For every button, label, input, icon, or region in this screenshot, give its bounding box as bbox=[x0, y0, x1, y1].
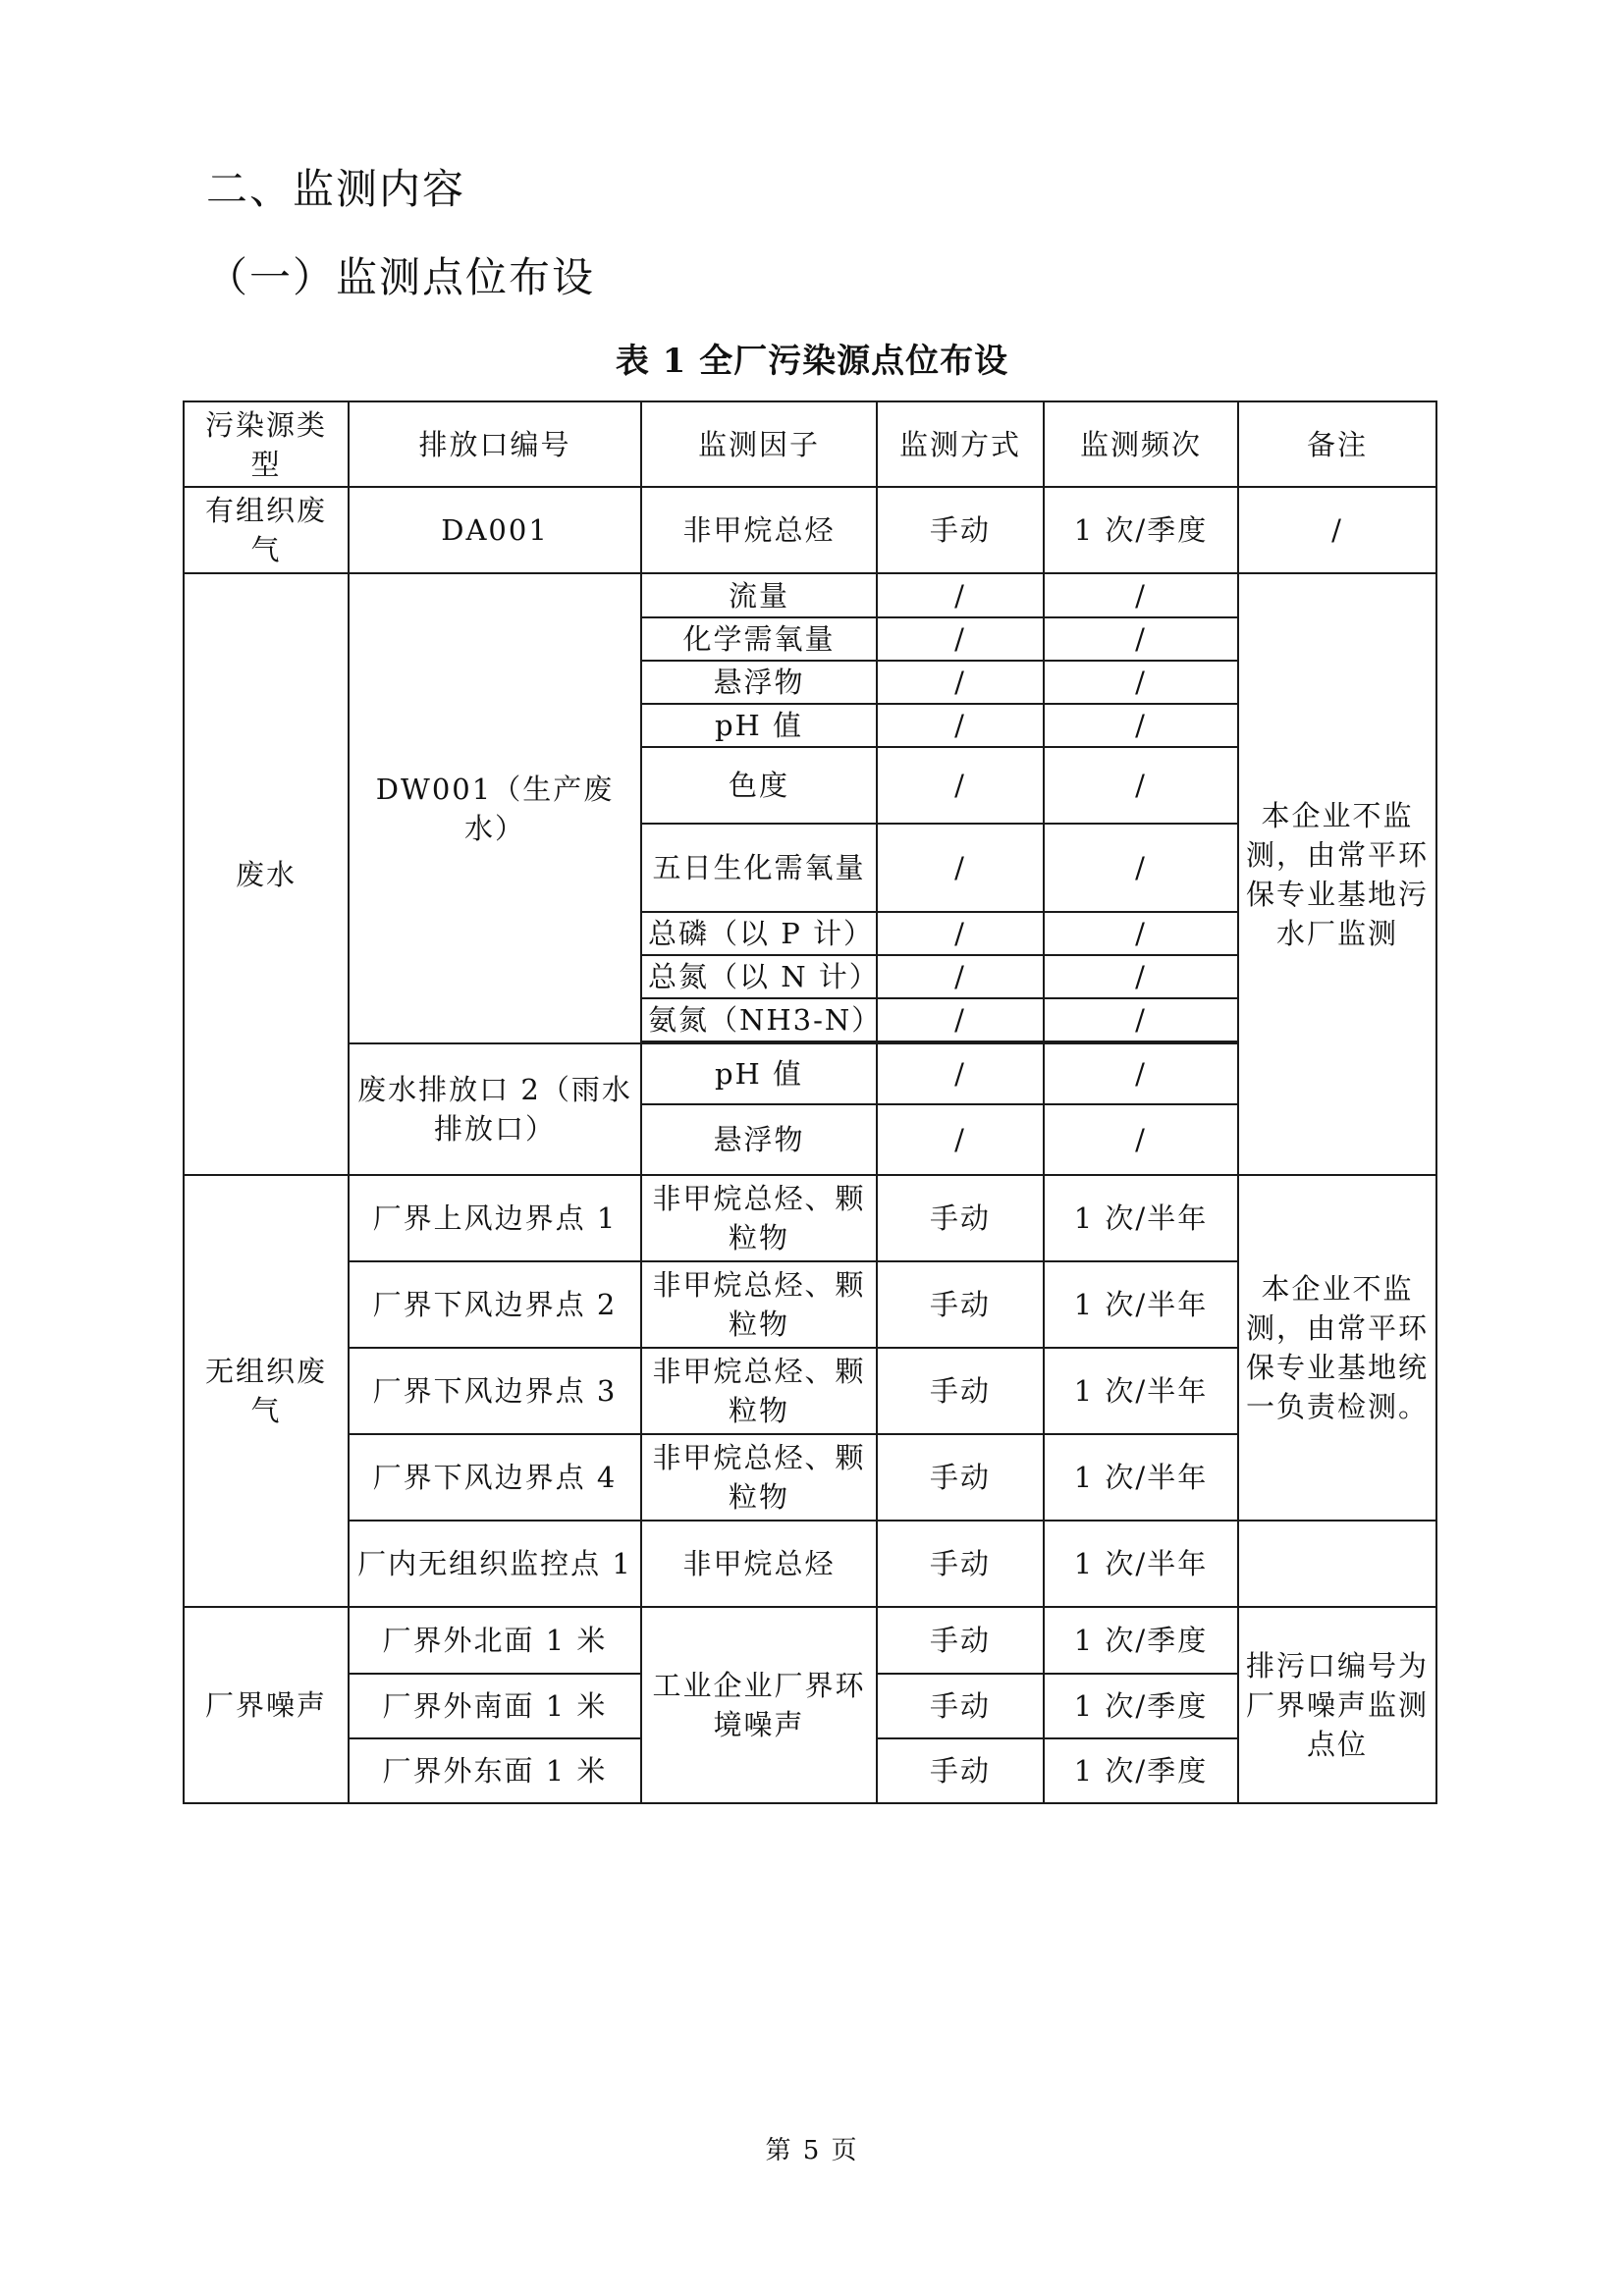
outlet-cell: DA001 bbox=[349, 487, 641, 573]
remark-cell: 排污口编号为厂界噪声监测点位 bbox=[1238, 1607, 1436, 1803]
method-cell: 手动 bbox=[877, 1674, 1044, 1738]
section-title: 二、监测内容 bbox=[206, 165, 466, 213]
frequency-cell: / bbox=[1044, 747, 1238, 824]
frequency-cell: / bbox=[1044, 824, 1238, 912]
remark-cell: 本企业不监测，由常平环保专业基地统一负责检测。 bbox=[1238, 1175, 1436, 1521]
method-cell: 手动 bbox=[877, 1521, 1044, 1607]
frequency-cell: 1 次/半年 bbox=[1044, 1175, 1238, 1261]
frequency-cell: 1 次/季度 bbox=[1044, 487, 1238, 573]
outlet-cell: 厂界上风边界点 1 bbox=[349, 1175, 641, 1261]
method-cell: / bbox=[877, 704, 1044, 747]
source-type-cell: 有组织废气 bbox=[184, 487, 349, 573]
outlet-cell: 厂界外南面 1 米 bbox=[349, 1674, 641, 1738]
header-cell: 备注 bbox=[1238, 401, 1436, 487]
frequency-cell: 1 次/季度 bbox=[1044, 1607, 1238, 1674]
method-cell: 手动 bbox=[877, 1607, 1044, 1674]
method-cell: 手动 bbox=[877, 1175, 1044, 1261]
factor-cell: 氨氮（NH3-N） bbox=[641, 998, 877, 1041]
factor-cell: 悬浮物 bbox=[641, 661, 877, 704]
page-number: 第 5 页 bbox=[765, 2136, 859, 2165]
outlet-cell: 厂界外北面 1 米 bbox=[349, 1607, 641, 1674]
outlet-cell: 厂界下风边界点 4 bbox=[349, 1434, 641, 1521]
frequency-cell: / bbox=[1044, 1043, 1238, 1104]
frequency-cell: / bbox=[1044, 1104, 1238, 1175]
factor-cell: 非甲烷总烃、颗粒物 bbox=[641, 1261, 877, 1348]
outlet-cell: DW001（生产废水） bbox=[349, 573, 641, 1043]
outlet-cell: 厂内无组织监控点 1 bbox=[349, 1521, 641, 1607]
method-cell: / bbox=[877, 617, 1044, 661]
frequency-cell: 1 次/季度 bbox=[1044, 1674, 1238, 1738]
factor-cell: 非甲烷总烃、颗粒物 bbox=[641, 1348, 877, 1434]
method-cell: / bbox=[877, 1104, 1044, 1175]
factor-cell: pH 值 bbox=[641, 1043, 877, 1104]
remark-cell bbox=[1238, 1521, 1436, 1607]
method-cell: / bbox=[877, 747, 1044, 824]
method-cell: 手动 bbox=[877, 487, 1044, 573]
frequency-cell: 1 次/半年 bbox=[1044, 1261, 1238, 1348]
source-type-cell: 无组织废气 bbox=[184, 1175, 349, 1607]
frequency-cell: 1 次/半年 bbox=[1044, 1434, 1238, 1521]
factor-cell: 流量 bbox=[641, 573, 877, 617]
factor-cell: 总磷（以 P 计） bbox=[641, 912, 877, 955]
factor-cell: 非甲烷总烃、颗粒物 bbox=[641, 1434, 877, 1521]
method-cell: / bbox=[877, 1043, 1044, 1104]
method-cell: 手动 bbox=[877, 1434, 1044, 1521]
table-row bbox=[184, 1607, 1436, 1674]
outlet-cell: 厂界下风边界点 2 bbox=[349, 1261, 641, 1348]
factor-cell: 非甲烷总烃、颗粒物 bbox=[641, 1175, 877, 1261]
frequency-cell: / bbox=[1044, 704, 1238, 747]
factor-cell: 五日生化需氧量 bbox=[641, 824, 877, 912]
table-row bbox=[184, 487, 1436, 573]
method-cell: / bbox=[877, 661, 1044, 704]
remark-cell: / bbox=[1238, 487, 1436, 573]
frequency-cell: / bbox=[1044, 617, 1238, 661]
source-type-cell: 废水 bbox=[184, 573, 349, 1175]
frequency-cell: / bbox=[1044, 912, 1238, 955]
table-row bbox=[184, 1175, 1436, 1261]
header-cell: 监测频次 bbox=[1044, 401, 1238, 487]
factor-cell: 非甲烷总烃 bbox=[641, 1521, 877, 1607]
header-cell: 排放口编号 bbox=[349, 401, 641, 487]
subsection-title: （一）监测点位布设 bbox=[206, 253, 596, 301]
method-cell: 手动 bbox=[877, 1738, 1044, 1803]
outlet-cell: 厂界外东面 1 米 bbox=[349, 1738, 641, 1803]
header-cell: 监测因子 bbox=[641, 401, 877, 487]
outlet-cell: 废水排放口 2（雨水排放口） bbox=[349, 1043, 641, 1175]
factor-cell: 悬浮物 bbox=[641, 1104, 877, 1175]
factor-cell: pH 值 bbox=[641, 704, 877, 747]
remark-cell: 本企业不监测，由常平环保专业基地污水厂监测 bbox=[1238, 573, 1436, 1175]
table-caption: 表 1 全厂污染源点位布设 bbox=[615, 342, 1009, 381]
factor-cell: 总氮（以 N 计） bbox=[641, 955, 877, 998]
header-cell: 污染源类型 bbox=[184, 401, 349, 487]
table-row bbox=[184, 1521, 1436, 1607]
method-cell: / bbox=[877, 955, 1044, 998]
frequency-cell: 1 次/季度 bbox=[1044, 1738, 1238, 1803]
factor-cell: 工业企业厂界环境噪声 bbox=[641, 1607, 877, 1803]
outlet-cell: 厂界下风边界点 3 bbox=[349, 1348, 641, 1434]
frequency-cell: / bbox=[1044, 573, 1238, 617]
method-cell: / bbox=[877, 824, 1044, 912]
frequency-cell: / bbox=[1044, 955, 1238, 998]
frequency-cell: / bbox=[1044, 998, 1238, 1041]
factor-cell: 化学需氧量 bbox=[641, 617, 877, 661]
factor-cell: 色度 bbox=[641, 747, 877, 824]
method-cell: / bbox=[877, 998, 1044, 1041]
table-header-row bbox=[184, 401, 1436, 487]
frequency-cell: 1 次/半年 bbox=[1044, 1521, 1238, 1607]
table-row bbox=[184, 573, 1436, 617]
method-cell: / bbox=[877, 573, 1044, 617]
monitoring-points-table bbox=[183, 400, 1437, 1804]
factor-cell: 非甲烷总烃 bbox=[641, 487, 877, 573]
header-cell: 监测方式 bbox=[877, 401, 1044, 487]
method-cell: 手动 bbox=[877, 1348, 1044, 1434]
frequency-cell: / bbox=[1044, 661, 1238, 704]
source-type-cell: 厂界噪声 bbox=[184, 1607, 349, 1803]
method-cell: / bbox=[877, 912, 1044, 955]
method-cell: 手动 bbox=[877, 1261, 1044, 1348]
frequency-cell: 1 次/半年 bbox=[1044, 1348, 1238, 1434]
